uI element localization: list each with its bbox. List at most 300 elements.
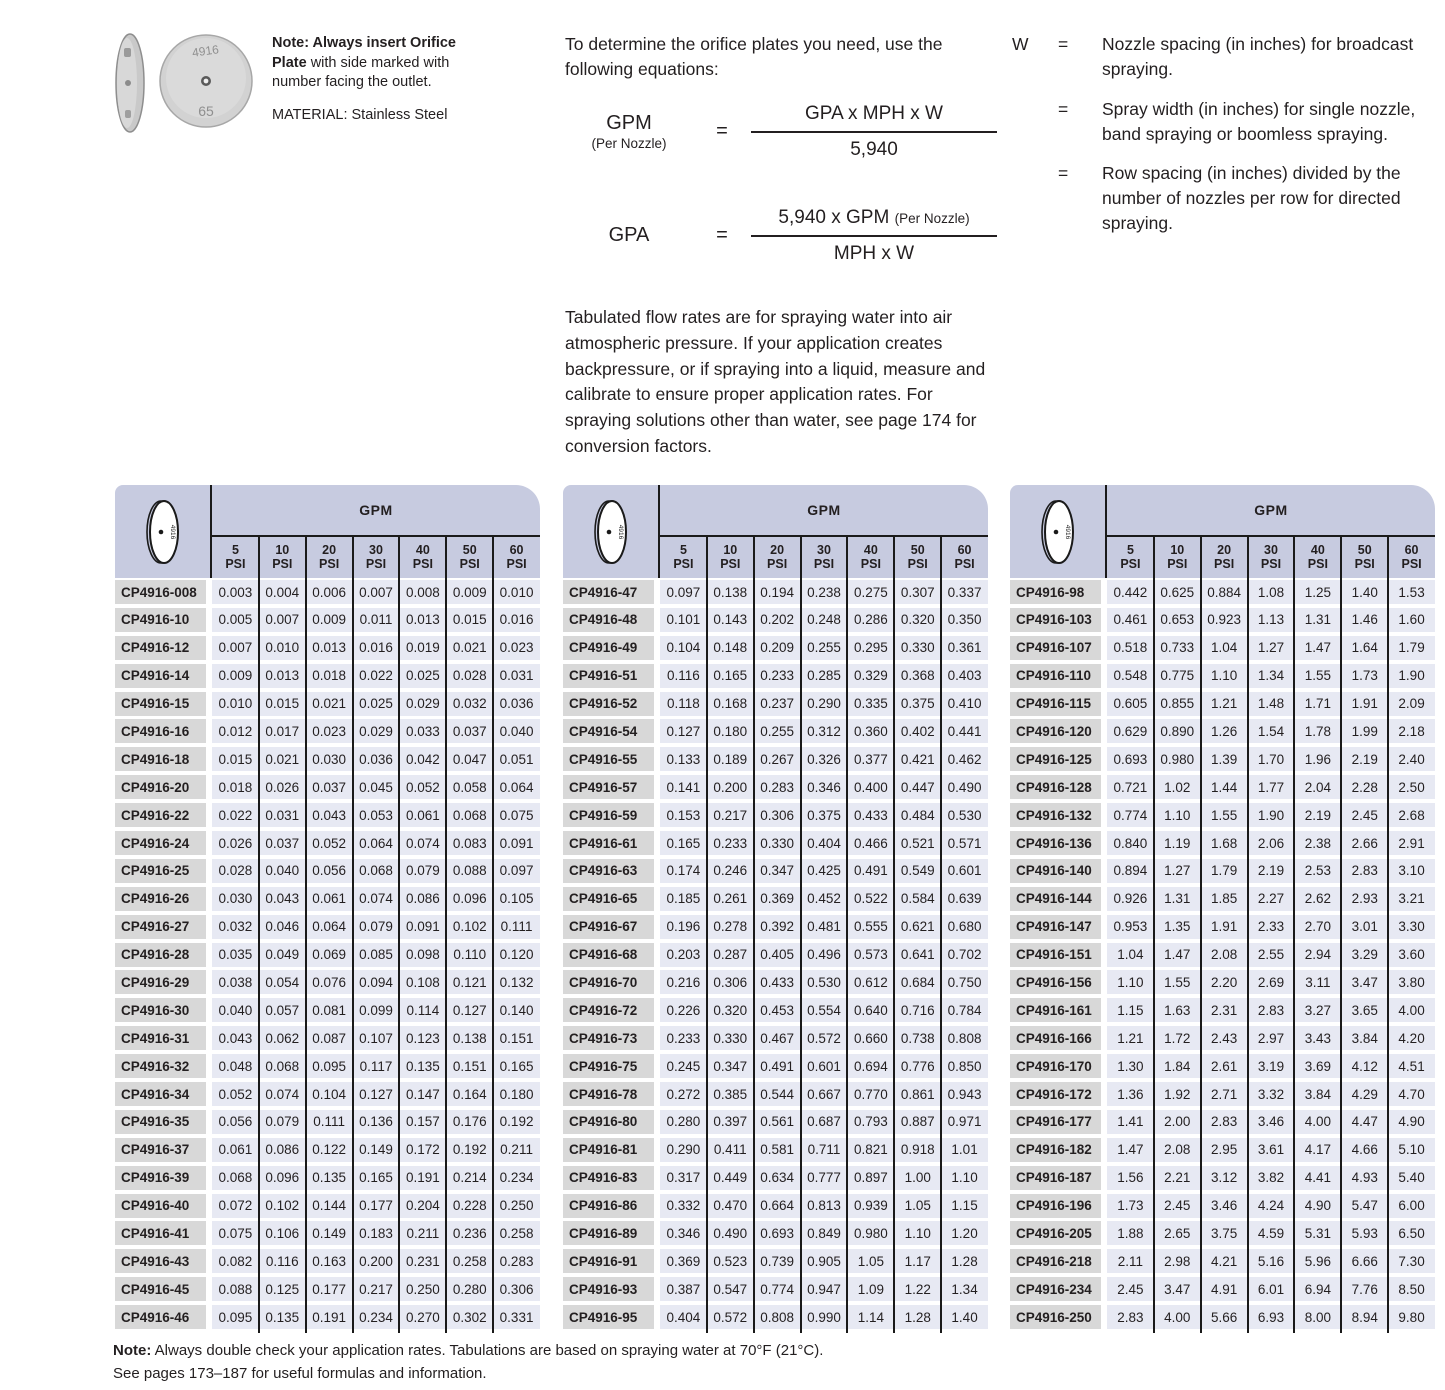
flow-value-cell: 0.174: [660, 859, 707, 883]
flow-value-cell: 0.549: [894, 859, 941, 883]
flow-value-cell: 0.290: [801, 692, 848, 716]
flow-value-cell: 0.466: [847, 831, 894, 855]
flow-value-cell: 0.018: [306, 664, 353, 688]
plate-front-view: [160, 35, 252, 127]
equals-sign: =: [1058, 98, 1069, 119]
flow-value-cell: 0.140: [493, 998, 540, 1022]
flow-value-cell: 0.375: [801, 803, 848, 827]
flow-value-cell: 0.377: [847, 747, 894, 771]
flow-value-cell: 0.097: [493, 859, 540, 883]
equals-sign: =: [1058, 34, 1069, 54]
flow-value-cell: 3.21: [1388, 887, 1435, 911]
flow-value-cell: 0.402: [894, 719, 941, 743]
table-row: [115, 664, 540, 688]
psi-column-header: 50 PSI: [1354, 542, 1375, 571]
table-row: [1010, 970, 1435, 994]
flow-value-cell: 1.20: [941, 1221, 988, 1245]
table-row: [115, 1110, 540, 1134]
flow-value-cell: 1.48: [1248, 692, 1295, 716]
flow-value-cell: 0.026: [212, 831, 259, 855]
flow-value-cell: 0.035: [212, 943, 259, 967]
flow-value-cell: 0.202: [754, 608, 801, 632]
flow-value-cell: 0.411: [707, 1138, 754, 1162]
flow-value-cell: 0.061: [212, 1138, 259, 1162]
psi-column-header: 10 PSI: [720, 542, 741, 571]
flow-value-cell: 0.693: [754, 1221, 801, 1245]
flow-value-cell: 0.043: [306, 803, 353, 827]
flow-value-cell: 2.11: [1107, 1249, 1154, 1273]
svg-text:4916: 4916: [168, 524, 176, 539]
flow-value-cell: 1.01: [941, 1138, 988, 1162]
flow-value-cell: 0.329: [847, 664, 894, 688]
footer-note: [113, 1340, 823, 1385]
psi-column-header: 50 PSI: [907, 542, 928, 571]
flow-value-cell: 0.258: [446, 1249, 493, 1273]
flow-value-cell: 0.234: [353, 1305, 400, 1329]
flow-value-cell: 0.821: [847, 1138, 894, 1162]
flow-value-cell: 0.009: [306, 608, 353, 632]
flow-value-cell: 0.025: [353, 692, 400, 716]
flow-value-cell: 0.042: [399, 747, 446, 771]
flow-value-cell: 0.605: [1107, 692, 1154, 716]
flow-value-cell: 0.021: [259, 747, 306, 771]
part-number-cell: CP4916-95: [563, 1305, 654, 1329]
table-row: [115, 831, 540, 855]
table-row: [1010, 1110, 1435, 1134]
flow-value-cell: 0.702: [941, 943, 988, 967]
table-header: [115, 485, 540, 578]
flow-value-cell: 0.808: [754, 1305, 801, 1329]
flow-value-cell: 0.096: [446, 887, 493, 911]
flow-value-cell: 0.069: [306, 943, 353, 967]
flow-value-cell: 0.098: [399, 943, 446, 967]
flow-value-cell: 0.019: [399, 636, 446, 660]
flow-value-cell: 2.00: [1154, 1110, 1201, 1134]
table-row: [563, 915, 988, 939]
flow-value-cell: 1.70: [1248, 747, 1295, 771]
flow-value-cell: 0.043: [259, 887, 306, 911]
flow-value-cell: 9.80: [1388, 1305, 1435, 1329]
flow-value-cell: 1.63: [1154, 998, 1201, 1022]
part-number-cell: CP4916-16: [115, 719, 206, 743]
flow-value-cell: 0.330: [754, 831, 801, 855]
flow-value-cell: 0.122: [306, 1138, 353, 1162]
flow-value-cell: 2.31: [1201, 998, 1248, 1022]
orifice-plate-photos: [106, 26, 266, 141]
flow-value-cell: 0.138: [707, 580, 754, 604]
flow-value-cell: 3.46: [1201, 1194, 1248, 1218]
flow-table-3: [1010, 485, 1435, 1333]
flow-value-cell: 0.347: [707, 1054, 754, 1078]
flow-value-cell: 0.693: [1107, 747, 1154, 771]
flow-value-cell: 2.27: [1248, 887, 1295, 911]
part-number-cell: CP4916-86: [563, 1194, 654, 1218]
flow-value-cell: 0.887: [894, 1110, 941, 1134]
flow-value-cell: 2.95: [1201, 1138, 1248, 1162]
part-number-cell: CP4916-29: [115, 970, 206, 994]
table-row: [563, 692, 988, 716]
flow-value-cell: 0.461: [1107, 608, 1154, 632]
part-number-cell: CP4916-115: [1010, 692, 1101, 716]
flow-value-cell: 1.05: [847, 1249, 894, 1273]
psi-header-row: [660, 537, 988, 578]
flow-value-cell: 1.31: [1154, 887, 1201, 911]
part-number-cell: CP4916-63: [563, 859, 654, 883]
flow-value-cell: 0.079: [353, 915, 400, 939]
flow-value-cell: 2.45: [1154, 1194, 1201, 1218]
part-number-cell: CP4916-234: [1010, 1277, 1101, 1301]
footer-note-bold: Note:: [113, 1342, 152, 1359]
flow-value-cell: 2.93: [1341, 887, 1388, 911]
flow-value-cell: 0.776: [894, 1054, 941, 1078]
flow-value-cell: 1.84: [1154, 1054, 1201, 1078]
flow-value-cell: 0.481: [801, 915, 848, 939]
psi-column-header: 40 PSI: [412, 542, 433, 571]
flow-value-cell: 0.612: [847, 970, 894, 994]
flow-value-cell: 0.061: [306, 887, 353, 911]
flow-value-cell: 0.102: [446, 915, 493, 939]
flow-value-cell: 0.496: [801, 943, 848, 967]
flow-value-cell: 0.148: [707, 636, 754, 660]
flow-value-cell: 2.28: [1341, 775, 1388, 799]
flow-value-cell: 1.55: [1294, 664, 1341, 688]
part-number-cell: CP4916-70: [563, 970, 654, 994]
flow-value-cell: 1.91: [1341, 692, 1388, 716]
flow-value-cell: 2.98: [1154, 1249, 1201, 1273]
flow-value-cell: 1.35: [1154, 915, 1201, 939]
flow-value-cell: 2.97: [1248, 1026, 1295, 1050]
psi-column-header: 10 PSI: [1167, 542, 1188, 571]
flow-value-cell: 0.530: [801, 970, 848, 994]
table-row: [1010, 1166, 1435, 1190]
part-number-cell: CP4916-39: [115, 1166, 206, 1190]
flow-value-cell: 1.28: [941, 1249, 988, 1273]
flow-value-cell: 1.96: [1294, 747, 1341, 771]
flow-value-cell: 2.50: [1388, 775, 1435, 799]
flow-value-cell: 0.980: [1154, 747, 1201, 771]
flow-value-cell: 1.00: [894, 1166, 941, 1190]
flow-value-cell: 1.55: [1154, 970, 1201, 994]
flow-value-cell: 0.346: [801, 775, 848, 799]
flow-value-cell: 0.121: [446, 970, 493, 994]
flow-value-cell: 0.075: [212, 1221, 259, 1245]
part-number-cell: CP4916-49: [563, 636, 654, 660]
flow-value-cell: 0.283: [493, 1249, 540, 1273]
table-header: [563, 485, 988, 578]
flow-value-cell: 0.245: [660, 1054, 707, 1078]
table-row: [1010, 719, 1435, 743]
flow-value-cell: 0.083: [446, 831, 493, 855]
table-row: [563, 859, 988, 883]
flow-value-cell: 0.237: [754, 692, 801, 716]
flow-value-cell: 3.43: [1294, 1026, 1341, 1050]
flow-value-cell: 0.010: [212, 692, 259, 716]
flow-value-cell: 2.04: [1294, 775, 1341, 799]
flow-value-cell: 0.775: [1154, 664, 1201, 688]
flow-value-cell: 1.41: [1107, 1110, 1154, 1134]
gpa-numerator: [751, 207, 997, 237]
flow-value-cell: 0.189: [707, 747, 754, 771]
flow-value-cell: 0.926: [1107, 887, 1154, 911]
table-row: [115, 943, 540, 967]
flow-value-cell: 0.716: [894, 998, 941, 1022]
flow-value-cell: 1.17: [894, 1249, 941, 1273]
flow-value-cell: 3.47: [1154, 1277, 1201, 1301]
flow-value-cell: 0.280: [446, 1277, 493, 1301]
part-number-cell: CP4916-147: [1010, 915, 1101, 939]
part-number-cell: CP4916-43: [115, 1249, 206, 1273]
flow-value-cell: 0.547: [707, 1277, 754, 1301]
flow-value-cell: 2.68: [1388, 803, 1435, 827]
flow-value-cell: 0.571: [941, 831, 988, 855]
part-number-cell: CP4916-45: [115, 1277, 206, 1301]
part-number-cell: CP4916-196: [1010, 1194, 1101, 1218]
gpa-equation: [565, 207, 997, 265]
table-row: [115, 580, 540, 604]
part-number-cell: CP4916-24: [115, 831, 206, 855]
gpm-column-group-label: GPM: [660, 485, 988, 537]
table-row: [1010, 1138, 1435, 1162]
flow-value-cell: 0.404: [801, 831, 848, 855]
part-number-cell: CP4916-132: [1010, 803, 1101, 827]
table-row: [115, 1221, 540, 1245]
flow-value-cell: 0.255: [754, 719, 801, 743]
flow-value-cell: 2.65: [1154, 1221, 1201, 1245]
table-row: [115, 692, 540, 716]
flow-value-cell: 1.19: [1154, 831, 1201, 855]
flow-value-cell: 0.840: [1107, 831, 1154, 855]
flow-value-cell: 3.46: [1248, 1110, 1295, 1134]
flow-value-cell: 1.25: [1294, 580, 1341, 604]
flow-value-cell: 0.009: [446, 580, 493, 604]
flow-value-cell: 4.90: [1388, 1110, 1435, 1134]
part-number-cell: CP4916-46: [115, 1305, 206, 1329]
table-row: [563, 943, 988, 967]
flow-value-cell: 3.10: [1388, 859, 1435, 883]
table-row: [1010, 636, 1435, 660]
psi-column-header: 60 PSI: [954, 542, 975, 571]
flow-value-cell: 3.19: [1248, 1054, 1295, 1078]
table-row: [115, 998, 540, 1022]
part-number-cell: CP4916-28: [115, 943, 206, 967]
flow-value-cell: 0.248: [801, 608, 848, 632]
flow-value-cell: 0.111: [493, 915, 540, 939]
flow-value-cell: 5.66: [1201, 1305, 1248, 1329]
table-row: [563, 1026, 988, 1050]
part-number-cell: CP4916-125: [1010, 747, 1101, 771]
flow-value-cell: 0.894: [1107, 859, 1154, 883]
part-number-cell: CP4916-37: [115, 1138, 206, 1162]
psi-column-header: 40 PSI: [1307, 542, 1328, 571]
table-row: [1010, 998, 1435, 1022]
flow-value-cell: 0.326: [801, 747, 848, 771]
flow-value-cell: 0.337: [941, 580, 988, 604]
part-number-cell: CP4916-182: [1010, 1138, 1101, 1162]
flow-value-cell: 0.397: [707, 1110, 754, 1134]
table-row: [1010, 1221, 1435, 1245]
flow-value-cell: 1.53: [1388, 580, 1435, 604]
flow-value-cell: 0.209: [754, 636, 801, 660]
flow-value-cell: 0.068: [259, 1054, 306, 1078]
part-number-cell: CP4916-218: [1010, 1249, 1101, 1273]
table-row: [563, 1082, 988, 1106]
flow-value-cell: 2.43: [1201, 1026, 1248, 1050]
part-number-cell: CP4916-98: [1010, 580, 1101, 604]
flow-value-cell: 0.033: [399, 719, 446, 743]
table-row: [1010, 1305, 1435, 1329]
flow-value-cell: 1.09: [847, 1277, 894, 1301]
flow-value-cell: 0.233: [660, 1026, 707, 1050]
flow-value-cell: 1.27: [1248, 636, 1295, 660]
flow-value-cell: 3.69: [1294, 1054, 1341, 1078]
orifice-plate-icon: [131, 496, 195, 568]
flow-value-cell: 0.317: [660, 1166, 707, 1190]
flow-value-cell: 0.204: [399, 1194, 446, 1218]
flow-value-cell: 0.421: [894, 747, 941, 771]
flow-value-cell: 0.191: [399, 1166, 446, 1190]
flow-value-cell: 0.211: [493, 1138, 540, 1162]
psi-column-header: 30 PSI: [365, 542, 387, 571]
flow-value-cell: 0.385: [707, 1082, 754, 1106]
flow-value-cell: 0.135: [306, 1166, 353, 1190]
flow-value-cell: 0.231: [399, 1249, 446, 1273]
flow-value-cell: 2.20: [1201, 970, 1248, 994]
psi-column-header: 30 PSI: [1260, 542, 1282, 571]
plate-bottom-number: 65: [198, 103, 214, 119]
gpm-equation: [565, 103, 997, 161]
table-row: [563, 1249, 988, 1273]
table-row: [115, 803, 540, 827]
gpa-numerator-main: 5,940 x GPM: [778, 206, 895, 228]
flow-value-cell: 7.76: [1341, 1277, 1388, 1301]
flow-value-cell: 0.544: [754, 1082, 801, 1106]
part-number-cell: CP4916-34: [115, 1082, 206, 1106]
flow-value-cell: 0.064: [306, 915, 353, 939]
flow-value-cell: 0.280: [660, 1110, 707, 1134]
flow-value-cell: 0.011: [353, 608, 400, 632]
flow-value-cell: 0.491: [847, 859, 894, 883]
flow-value-cell: 0.573: [847, 943, 894, 967]
flow-value-cell: 3.80: [1388, 970, 1435, 994]
flow-value-cell: 1.30: [1107, 1054, 1154, 1078]
flow-value-cell: 1.02: [1154, 775, 1201, 799]
flow-value-cell: 0.141: [660, 775, 707, 799]
flow-value-cell: 1.99: [1341, 719, 1388, 743]
flow-value-cell: 4.00: [1154, 1305, 1201, 1329]
flow-value-cell: 0.890: [1154, 719, 1201, 743]
flow-value-cell: 0.387: [660, 1277, 707, 1301]
part-number-cell: CP4916-172: [1010, 1082, 1101, 1106]
flow-value-cell: 0.021: [446, 636, 493, 660]
flow-value-cell: 0.302: [446, 1305, 493, 1329]
flow-value-cell: 0.490: [707, 1221, 754, 1245]
flow-value-cell: 2.21: [1154, 1166, 1201, 1190]
flow-value-cell: 0.165: [353, 1166, 400, 1190]
table-row: [563, 1305, 988, 1329]
flow-value-cell: 0.015: [212, 747, 259, 771]
part-number-cell: CP4916-78: [563, 1082, 654, 1106]
table-row: [115, 1194, 540, 1218]
table-row: [1010, 1194, 1435, 1218]
flow-value-cell: 0.047: [446, 747, 493, 771]
flow-value-cell: 1.04: [1107, 943, 1154, 967]
flow-value-cell: 0.008: [399, 580, 446, 604]
flow-value-cell: 0.101: [660, 608, 707, 632]
part-number-cell: CP4916-161: [1010, 998, 1101, 1022]
flow-value-cell: 0.095: [212, 1305, 259, 1329]
flow-value-cell: 0.005: [212, 608, 259, 632]
table-row: [1010, 1277, 1435, 1301]
svg-text:4916: 4916: [616, 524, 624, 539]
table-row: [115, 887, 540, 911]
flow-value-cell: 5.96: [1294, 1249, 1341, 1273]
flow-value-cell: 0.107: [353, 1026, 400, 1050]
flow-value-cell: 0.082: [212, 1249, 259, 1273]
flow-value-cell: 0.038: [212, 970, 259, 994]
flow-value-cell: 0.721: [1107, 775, 1154, 799]
flow-value-cell: 0.072: [212, 1194, 259, 1218]
flow-value-cell: 0.770: [847, 1082, 894, 1106]
equals-sign: =: [1058, 163, 1069, 184]
flow-value-cell: 0.192: [493, 1110, 540, 1134]
flow-value-cell: 0.074: [353, 887, 400, 911]
flow-value-cell: 0.290: [660, 1138, 707, 1162]
w-definition-2: Spray width (in inches) for single nozzle, band spraying or boomless spraying.: [1102, 98, 1416, 144]
psi-column-header: 5 PSI: [225, 542, 246, 571]
flow-value-cell: 0.029: [399, 692, 446, 716]
flow-value-cell: 0.036: [353, 747, 400, 771]
psi-column-header: 40 PSI: [860, 542, 881, 571]
flow-value-cell: 1.90: [1248, 803, 1295, 827]
flow-value-cell: 0.572: [801, 1026, 848, 1050]
part-number-cell: CP4916-128: [1010, 775, 1101, 799]
table-row: [1010, 887, 1435, 911]
flow-value-cell: 0.037: [446, 719, 493, 743]
part-number-cell: CP4916-40: [115, 1194, 206, 1218]
flow-value-cell: 1.10: [1107, 970, 1154, 994]
flow-value-cell: 0.031: [493, 664, 540, 688]
w-symbol: W: [1012, 34, 1029, 54]
flow-value-cell: 0.287: [707, 943, 754, 967]
flow-value-cell: 0.236: [446, 1221, 493, 1245]
gpm-column-group-label: GPM: [212, 485, 540, 537]
flow-value-cell: 0.009: [212, 664, 259, 688]
flow-value-cell: 4.41: [1294, 1166, 1341, 1190]
flow-value-cell: 1.05: [894, 1194, 941, 1218]
table-row: [563, 831, 988, 855]
flow-value-cell: 4.51: [1388, 1054, 1435, 1078]
flow-value-cell: 0.176: [446, 1110, 493, 1134]
part-number-cell: CP4916-26: [115, 887, 206, 911]
flow-value-cell: 0.369: [754, 887, 801, 911]
table-body: [563, 580, 988, 1329]
flow-value-cell: 0.684: [894, 970, 941, 994]
flow-value-cell: 0.180: [707, 719, 754, 743]
flow-value-cell: 0.021: [306, 692, 353, 716]
table-row: [563, 664, 988, 688]
footer-note-rest: Always double check your application rates. Tabulations are based on spraying water at 70°F (21°C).: [151, 1342, 824, 1359]
table-row: [115, 747, 540, 771]
gpm-per-nozzle-label: (Per Nozzle): [591, 136, 667, 152]
flow-value-cell: 4.93: [1341, 1166, 1388, 1190]
table-row: [563, 719, 988, 743]
flow-value-cell: 1.79: [1388, 636, 1435, 660]
flow-value-cell: 0.116: [660, 664, 707, 688]
insert-note-bold: Note: Always insert Orifice Plate: [272, 35, 456, 71]
flow-value-cell: 0.052: [212, 1082, 259, 1106]
flow-value-cell: 0.194: [754, 580, 801, 604]
table-row: [1010, 859, 1435, 883]
